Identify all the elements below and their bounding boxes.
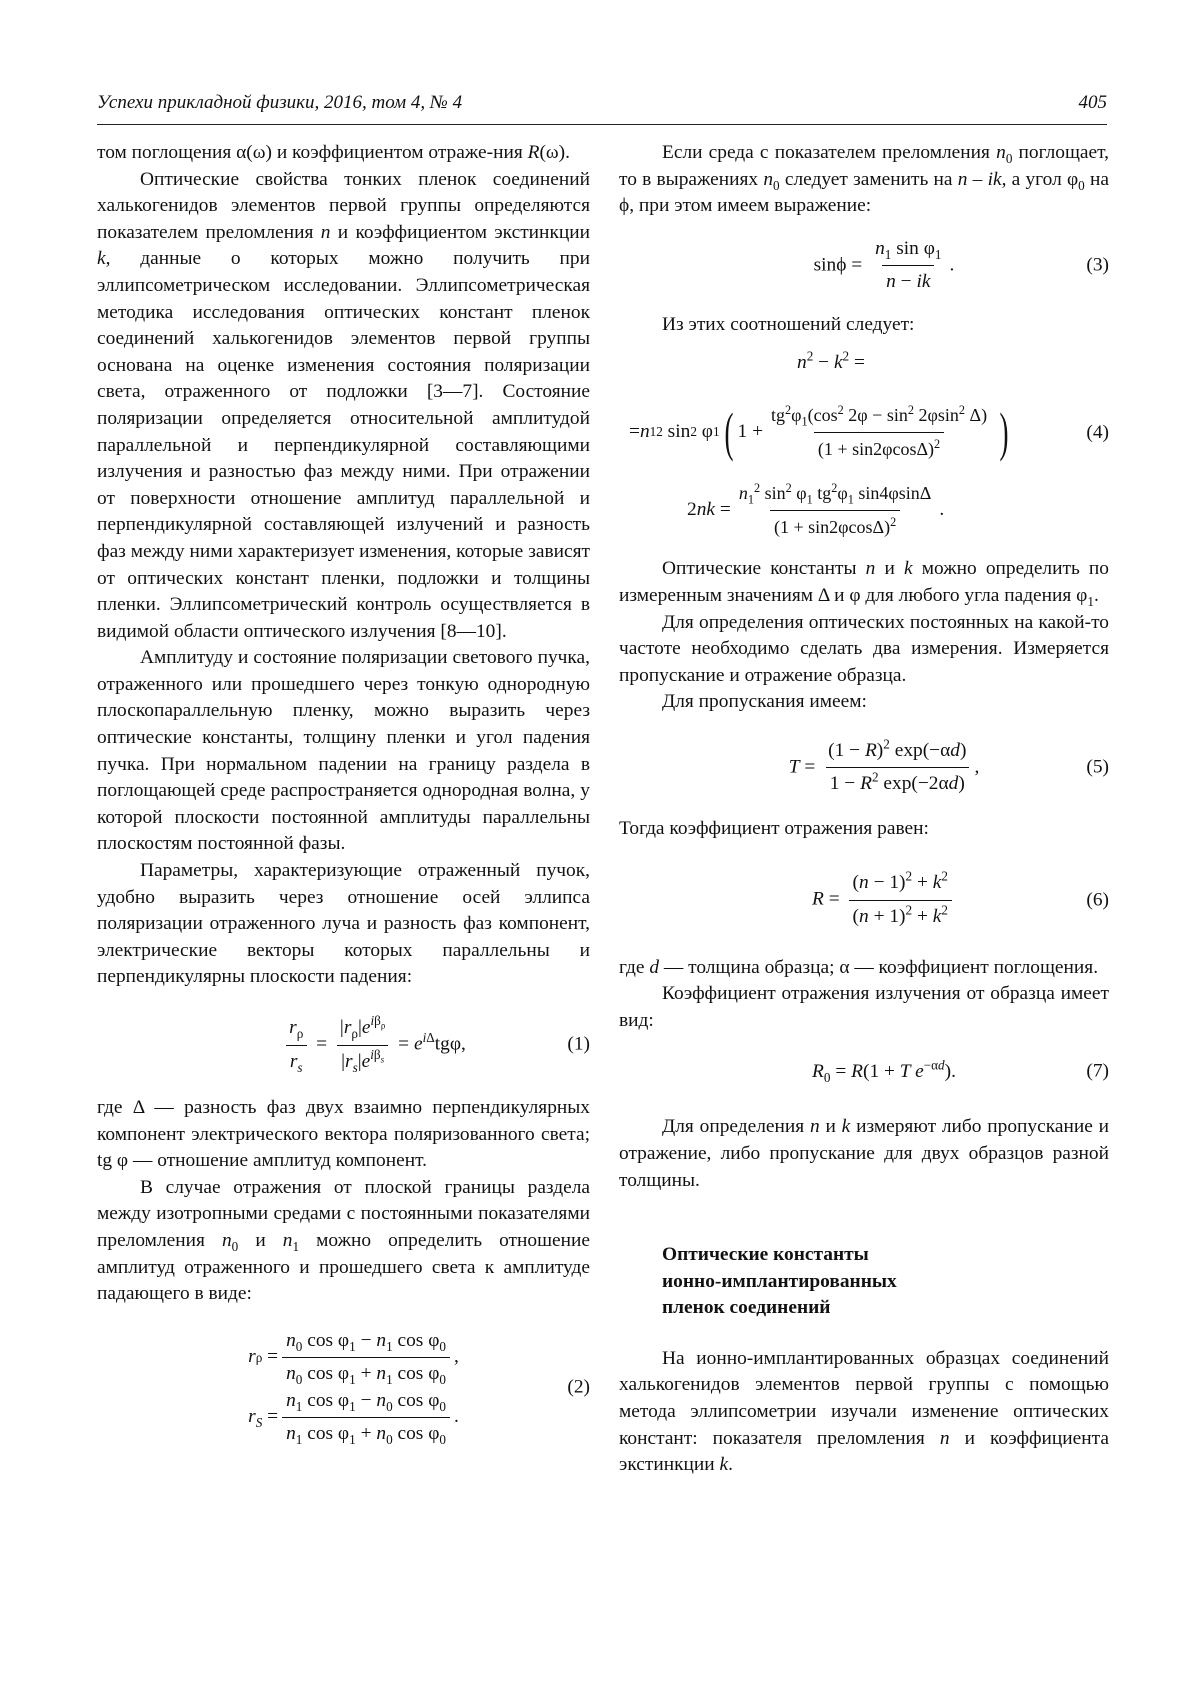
section-title-line: Оптические константы xyxy=(662,1244,869,1266)
equation-4: $n^2 - k^2$ = = n 1 2 sin 2 φ 1 ( 1 + $\frac{tg^2\varphi_1(\cos^2 2\varphi - \sin^2 2\varphi\sin^2 \Delta)}{(1 + \sin 2\varphi\cos\Delta)^2}$ ) (4) 2 nk = $\frac{n_1^2 \sin^2 \varphi_1 tg^2\varphi_1 \sin 4\varphi\sin\Delta}{(1 + \sin 2\varphi\cos\Delta)^2}$ . xyxy=(619,348,1109,544)
paragraph: Параметры, характеризующие отраженный пучок, удобно выразить через отношение осей эллипса поляризации отраженного луча и разность фаз компонент, электрические векторы которых параллельны и перпендикулярны плоскости падения: xyxy=(97,860,590,988)
paragraph: том поглощения α(ω) и коэффициентом отраже-ния R(ω). xyxy=(97,142,570,163)
equation-number: (2) xyxy=(567,1376,590,1398)
equation-number: (6) xyxy=(1086,889,1109,911)
paragraph: Для пропускания имеем: xyxy=(662,691,867,713)
paragraph: Для определения n и k измеряют либо пропускание и отражение, либо пропускание для двух образцов разной толщины. xyxy=(619,1116,1109,1191)
paragraph: Из этих соотношений следует: xyxy=(662,313,915,335)
paragraph: где d — толщина образца; α — коэффициент поглощения. xyxy=(619,956,1099,978)
equation-3: sinϕ = $\frac{n_1 \sin \varphi_1}{n - ik}$ . (3) xyxy=(619,226,1109,306)
paragraph: Для определения оптических постоянных на какой-то частоте необходимо сделать два измерения. Измеряется пропускание и отражение образца. xyxy=(619,611,1109,686)
equation-5: T = $\frac{(1 - R)^2 \exp(-\alpha d)}{1 - R^2 \exp(-2\alpha d)}$ , (5) xyxy=(619,722,1109,814)
equation-number: (4) xyxy=(1086,422,1109,444)
equation-number: (1) xyxy=(567,1033,590,1055)
equation-number: (3) xyxy=(1086,254,1109,276)
paragraph: Оптические константы n и k можно определить по измеренным значениям Δ и φ для любого угла падения $\varphi_1$. xyxy=(619,558,1110,609)
paragraph: Коэффициент отражения излучения от образца имеет вид: xyxy=(619,983,1109,1031)
section-title-line: пленок соединений xyxy=(662,1297,831,1319)
paragraph: Амплитуду и состояние поляризации светового пучка, отраженного или прошедшего через тонкую однородную плоскопараллельную пленку, можно выразить через оптические константы, толщину пленки и угол падения пучка. При нормальном падении на границу раздела в поглощающей среде распространяется однородная волна, у которой плоскости постоянной амплитуды параллельны плоскостям постоянной фазы. xyxy=(97,647,590,855)
page-number: 405 xyxy=(1078,92,1107,113)
paragraph: где Δ — разность фаз двух взаимно перпендикулярных компонент электрического вектора поляризованного света; tg φ — отношение амплитуд компонент. xyxy=(97,1097,590,1172)
paragraph: Тогда коэффициент отражения равен: xyxy=(619,817,929,839)
equation-6: R = $\frac{(n - 1)^2 + k^2}{(n + 1)^2 + k^2}$ (6) xyxy=(619,849,1109,953)
equation-2: r ρ = $\frac{n_0 \cos \varphi_1 - n_1 \cos \varphi_0}{n_0 \cos \varphi_1 + n_1 \cos \varphi_0}$ , $r_S$ = $\frac{n_1 \cos \varphi_1 - n_0 \cos \varphi_0}{n_1 \cos \varphi_1 + n_0 \cos \varphi_0}$ . (2) xyxy=(248,1329,590,1448)
running-header xyxy=(97,90,1107,125)
equation-1: $\frac{r_\rho}{r_s}$ = $\frac{|r_\rho|e^{i\beta_\rho}}{|r_s|e^{i\beta_s}}$ = $e^{i\Delta}tg\varphi$, (1) xyxy=(97,997,590,1093)
equation-number: (7) xyxy=(1086,1061,1109,1083)
section-heading xyxy=(619,1242,1109,1322)
paragraph: Если среда с показателем преломления $n_0$ поглощает, то в выражениях $n_0$ следует заменить на n – ik, а угол $\varphi_0$ на ϕ, при этом имеем выражение: xyxy=(619,142,1109,217)
paragraph: На ионно-имплантированных образцах соединений халькогенидов элементов первой группы с помощью метода эллипсометрии изучали изменение оптических констант: показателя преломления n и коэффициента экстинкции k. xyxy=(619,1347,1109,1476)
right-column xyxy=(619,140,1109,1479)
journal-title: Успехи прикладной физики, 2016, том 4, № 4 xyxy=(97,92,463,113)
section-title-line: ионно-имплантированных xyxy=(662,1270,897,1292)
left-column xyxy=(97,140,590,1452)
paragraph: В случае отражения от плоской границы раздела между изотропными средами с постоянными показателями преломления $n_0$ и $n_1$ можно определить отношение амплитуд отраженного и прошедшего света к амплитуде падающего в виде: xyxy=(97,1176,590,1305)
equation-number: (5) xyxy=(1086,756,1109,778)
equation-7: $R_0 = R(1 + T$ $e^{-\alpha d}$). (7) xyxy=(812,1057,1109,1085)
paragraph: Оптические свойства тонких пленок соединений халькогенидов элементов первой группы определяются показателем преломления n и коэффициентом экстинкции k, данные о которых можно получить при эллипсометрическом исследовании. Эллипсометрическая методика исследования оптических констант пленок соединений халькогенидов элементов первой группы основана на оценке изменения состояния поляризации света, отраженного от подложки [3—7]. Состояние поляризации определяется относительной амплитудой параллельной и перпендикулярной составляющими излучения и разностью фаз между ними. При отражении от поверхности отношение амплитуд параллельной и перпендикулярной составляющей излучений и разность фаз между ними характеризует изменения, которые зависят от оптических констант пленки, подложки и толщины пленки. Эллипсометрический контроль осуществляется в видимой области оптического излучения [8—10]. xyxy=(97,168,590,642)
